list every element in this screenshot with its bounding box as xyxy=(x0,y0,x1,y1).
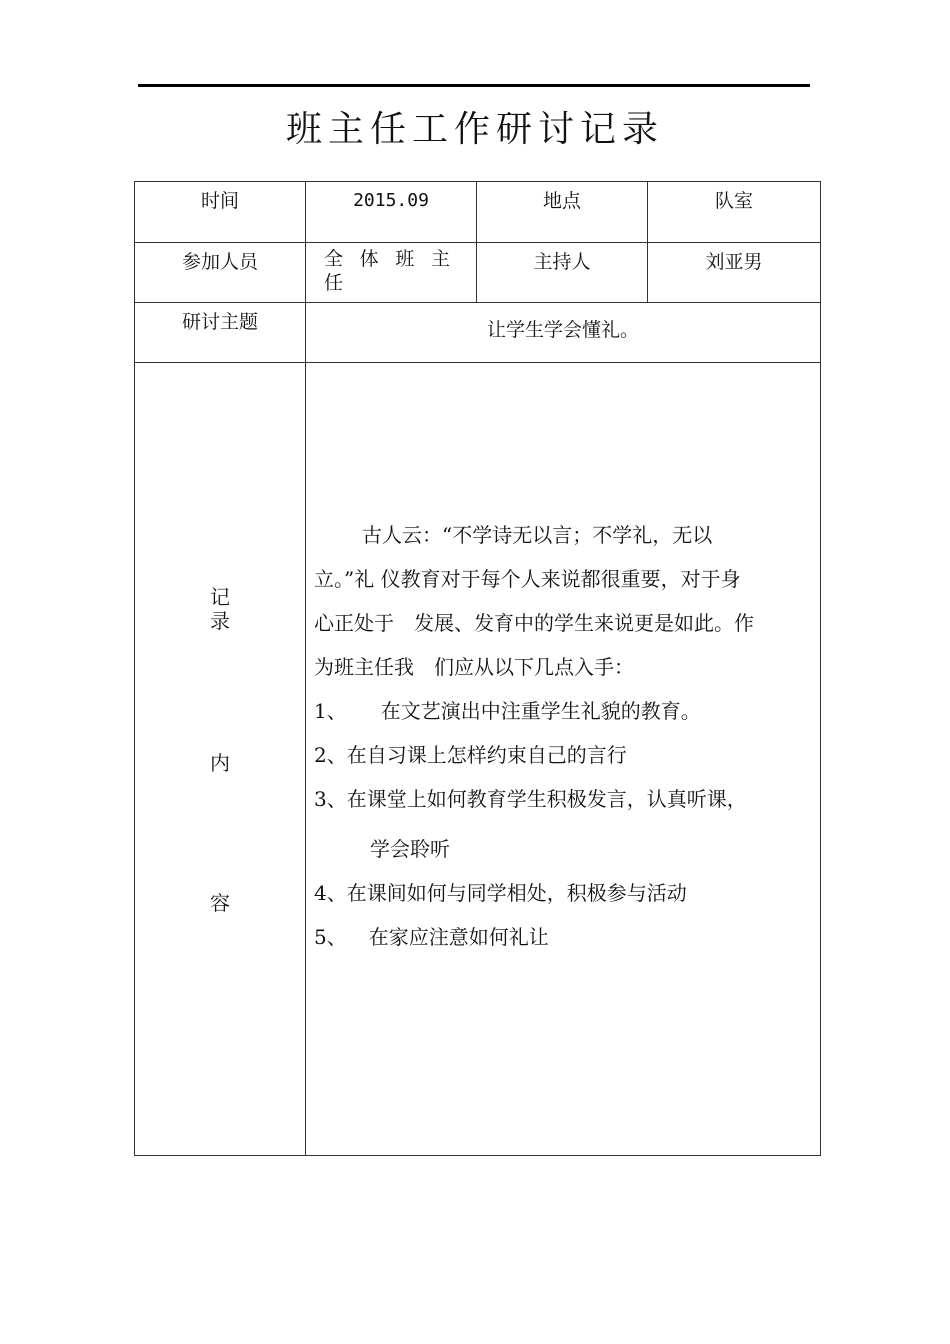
header-rule xyxy=(138,84,810,87)
table-row xyxy=(135,363,821,1156)
record-content-label-cell xyxy=(135,363,306,1156)
document-title: 班主任工作研讨记录 xyxy=(285,109,664,150)
list-item xyxy=(314,871,818,915)
list-item-number: 4、 xyxy=(314,881,347,905)
list-item-number: 5、 xyxy=(314,925,347,949)
record-table xyxy=(134,181,821,1156)
intro-line: 心正处于 发展、发育中的学生来说更是如此。作 xyxy=(314,611,754,635)
table-row xyxy=(135,243,821,303)
table-row xyxy=(135,303,821,363)
attendees-label: 参加人员 xyxy=(135,243,306,303)
list-item xyxy=(314,777,818,821)
record-content-cell xyxy=(306,363,821,1156)
list-item-text: 在课堂上如何教育学生积极发言，认真听课， xyxy=(346,787,747,811)
list-item-text: 在自习课上怎样约束自己的言行 xyxy=(346,743,627,767)
record-label-char: 录 xyxy=(210,609,230,633)
record-label-char: 容 xyxy=(210,891,230,915)
place-value: 队室 xyxy=(648,182,821,243)
list-item xyxy=(314,915,818,959)
list-item-continuation xyxy=(314,827,818,871)
record-label-char: 内 xyxy=(210,751,230,775)
list-item-text: 学会聆听 xyxy=(370,837,450,861)
list-item xyxy=(314,733,818,777)
topic-value: 让学生学会懂礼。 xyxy=(306,303,821,363)
topic-label: 研讨主题 xyxy=(135,303,306,363)
host-value: 刘亚男 xyxy=(648,243,821,303)
place-label: 地点 xyxy=(477,182,648,243)
intro-line: 为班主任我 们应从以下几点入手： xyxy=(314,655,634,679)
list-item-number: 2、 xyxy=(314,743,347,767)
record-content-text xyxy=(314,513,818,959)
attendees-value: 全体班主任 xyxy=(306,243,477,303)
list-item-text: 在家应注意如何礼让 xyxy=(368,925,549,949)
host-label: 主持人 xyxy=(477,243,648,303)
list-item-number: 3、 xyxy=(314,787,347,811)
intro-line: 立。”礼 仪教育对于每个人来说都很重要，对于身 xyxy=(314,567,741,591)
time-label: 时间 xyxy=(135,182,306,243)
table-row xyxy=(135,182,821,243)
list-item-text: 在文艺演出中注重学生礼貌的教育。 xyxy=(380,699,701,723)
list-item-number: 1、 xyxy=(314,699,347,723)
intro-line: 古人云：“不学诗无以言；不学礼，无以 xyxy=(362,523,713,547)
list-item xyxy=(314,689,818,733)
list-item-text: 在课间如何与同学相处，积极参与活动 xyxy=(346,881,687,905)
record-label-char: 记 xyxy=(210,585,230,609)
time-value: 2015.09 xyxy=(306,182,477,243)
